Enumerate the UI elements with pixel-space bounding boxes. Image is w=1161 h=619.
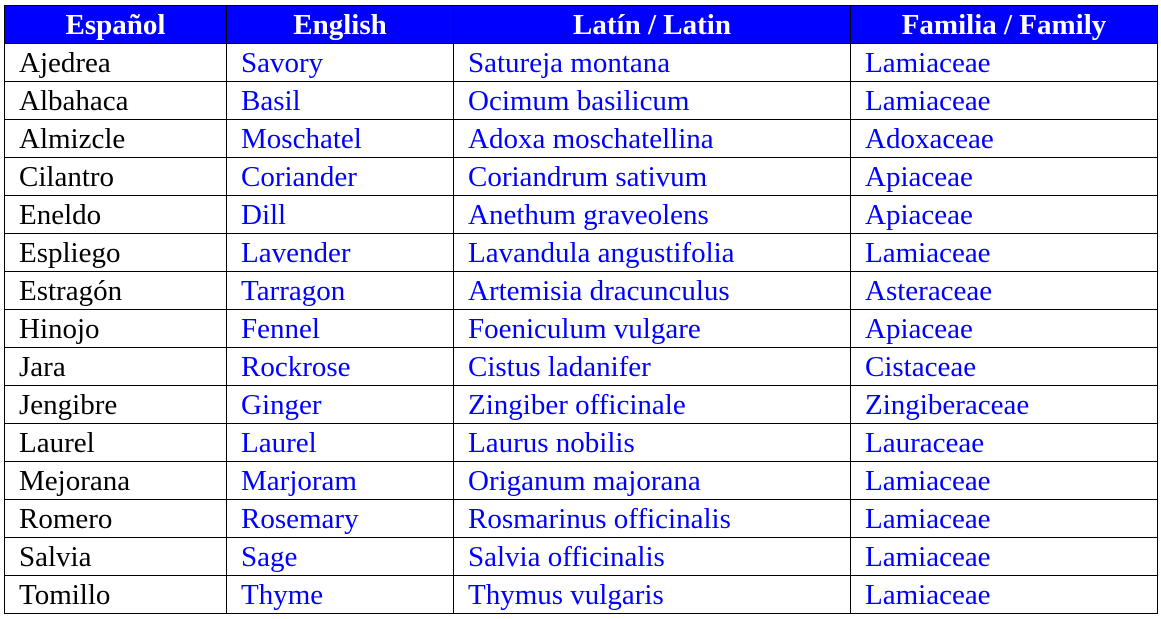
- table-header: [5, 6, 1158, 44]
- cell-spanish: Eneldo: [5, 196, 227, 234]
- cell-latin: Coriandrum sativum: [454, 158, 851, 196]
- cell-latin: Lavandula angustifolia: [454, 234, 851, 272]
- table-row: [5, 158, 1158, 196]
- table-row: [5, 386, 1158, 424]
- cell-family: Cistaceae: [851, 348, 1158, 386]
- cell-english: Laurel: [227, 424, 454, 462]
- cell-family: Lauraceae: [851, 424, 1158, 462]
- cell-english: Lavender: [227, 234, 454, 272]
- cell-family: Lamiaceae: [851, 82, 1158, 120]
- cell-spanish: Laurel: [5, 424, 227, 462]
- table-row: [5, 462, 1158, 500]
- cell-spanish: Jara: [5, 348, 227, 386]
- table-row: [5, 538, 1158, 576]
- cell-spanish: Ajedrea: [5, 44, 227, 82]
- cell-family: Apiaceae: [851, 158, 1158, 196]
- cell-english: Dill: [227, 196, 454, 234]
- cell-spanish: Cilantro: [5, 158, 227, 196]
- cell-latin: Ocimum basilicum: [454, 82, 851, 120]
- cell-spanish: Jengibre: [5, 386, 227, 424]
- cell-family: Asteraceae: [851, 272, 1158, 310]
- cell-latin: Foeniculum vulgare: [454, 310, 851, 348]
- cell-spanish: Mejorana: [5, 462, 227, 500]
- table-row: [5, 82, 1158, 120]
- cell-latin: Satureja montana: [454, 44, 851, 82]
- table-body: [5, 44, 1158, 614]
- cell-latin: Artemisia dracunculus: [454, 272, 851, 310]
- table-row: [5, 44, 1158, 82]
- cell-family: Adoxaceae: [851, 120, 1158, 158]
- cell-english: Tarragon: [227, 272, 454, 310]
- cell-family: Apiaceae: [851, 196, 1158, 234]
- cell-spanish: Hinojo: [5, 310, 227, 348]
- cell-spanish: Almizcle: [5, 120, 227, 158]
- cell-latin: Zingiber officinale: [454, 386, 851, 424]
- cell-family: Lamiaceae: [851, 538, 1158, 576]
- table-row: [5, 310, 1158, 348]
- table-row: [5, 234, 1158, 272]
- cell-family: Zingiberaceae: [851, 386, 1158, 424]
- cell-english: Coriander: [227, 158, 454, 196]
- cell-english: Moschatel: [227, 120, 454, 158]
- herb-table-container: [4, 5, 1157, 614]
- cell-english: Rockrose: [227, 348, 454, 386]
- cell-spanish: Estragón: [5, 272, 227, 310]
- table-row: [5, 120, 1158, 158]
- header-spanish: Español: [5, 6, 227, 44]
- cell-english: Savory: [227, 44, 454, 82]
- cell-latin: Cistus ladanifer: [454, 348, 851, 386]
- cell-spanish: Salvia: [5, 538, 227, 576]
- cell-english: Thyme: [227, 576, 454, 614]
- cell-family: Apiaceae: [851, 310, 1158, 348]
- cell-latin: Salvia officinalis: [454, 538, 851, 576]
- header-english: English: [227, 6, 454, 44]
- cell-english: Rosemary: [227, 500, 454, 538]
- table-row: [5, 272, 1158, 310]
- cell-latin: Laurus nobilis: [454, 424, 851, 462]
- table-row: [5, 348, 1158, 386]
- table-row: [5, 576, 1158, 614]
- cell-english: Ginger: [227, 386, 454, 424]
- cell-english: Marjoram: [227, 462, 454, 500]
- cell-spanish: Tomillo: [5, 576, 227, 614]
- cell-spanish: Romero: [5, 500, 227, 538]
- table-row: [5, 424, 1158, 462]
- header-latin: Latín / Latin: [454, 6, 851, 44]
- header-family: Familia / Family: [851, 6, 1158, 44]
- table-row: [5, 500, 1158, 538]
- cell-family: Lamiaceae: [851, 500, 1158, 538]
- cell-family: Lamiaceae: [851, 462, 1158, 500]
- cell-latin: Anethum graveolens: [454, 196, 851, 234]
- cell-latin: Thymus vulgaris: [454, 576, 851, 614]
- cell-spanish: Albahaca: [5, 82, 227, 120]
- table-row: [5, 196, 1158, 234]
- header-row: [5, 6, 1158, 44]
- cell-spanish: Espliego: [5, 234, 227, 272]
- cell-english: Basil: [227, 82, 454, 120]
- cell-family: Lamiaceae: [851, 44, 1158, 82]
- cell-english: Fennel: [227, 310, 454, 348]
- cell-family: Lamiaceae: [851, 234, 1158, 272]
- cell-english: Sage: [227, 538, 454, 576]
- cell-latin: Rosmarinus officinalis: [454, 500, 851, 538]
- cell-latin: Adoxa moschatellina: [454, 120, 851, 158]
- cell-latin: Origanum majorana: [454, 462, 851, 500]
- herb-table: [4, 5, 1158, 614]
- cell-family: Lamiaceae: [851, 576, 1158, 614]
